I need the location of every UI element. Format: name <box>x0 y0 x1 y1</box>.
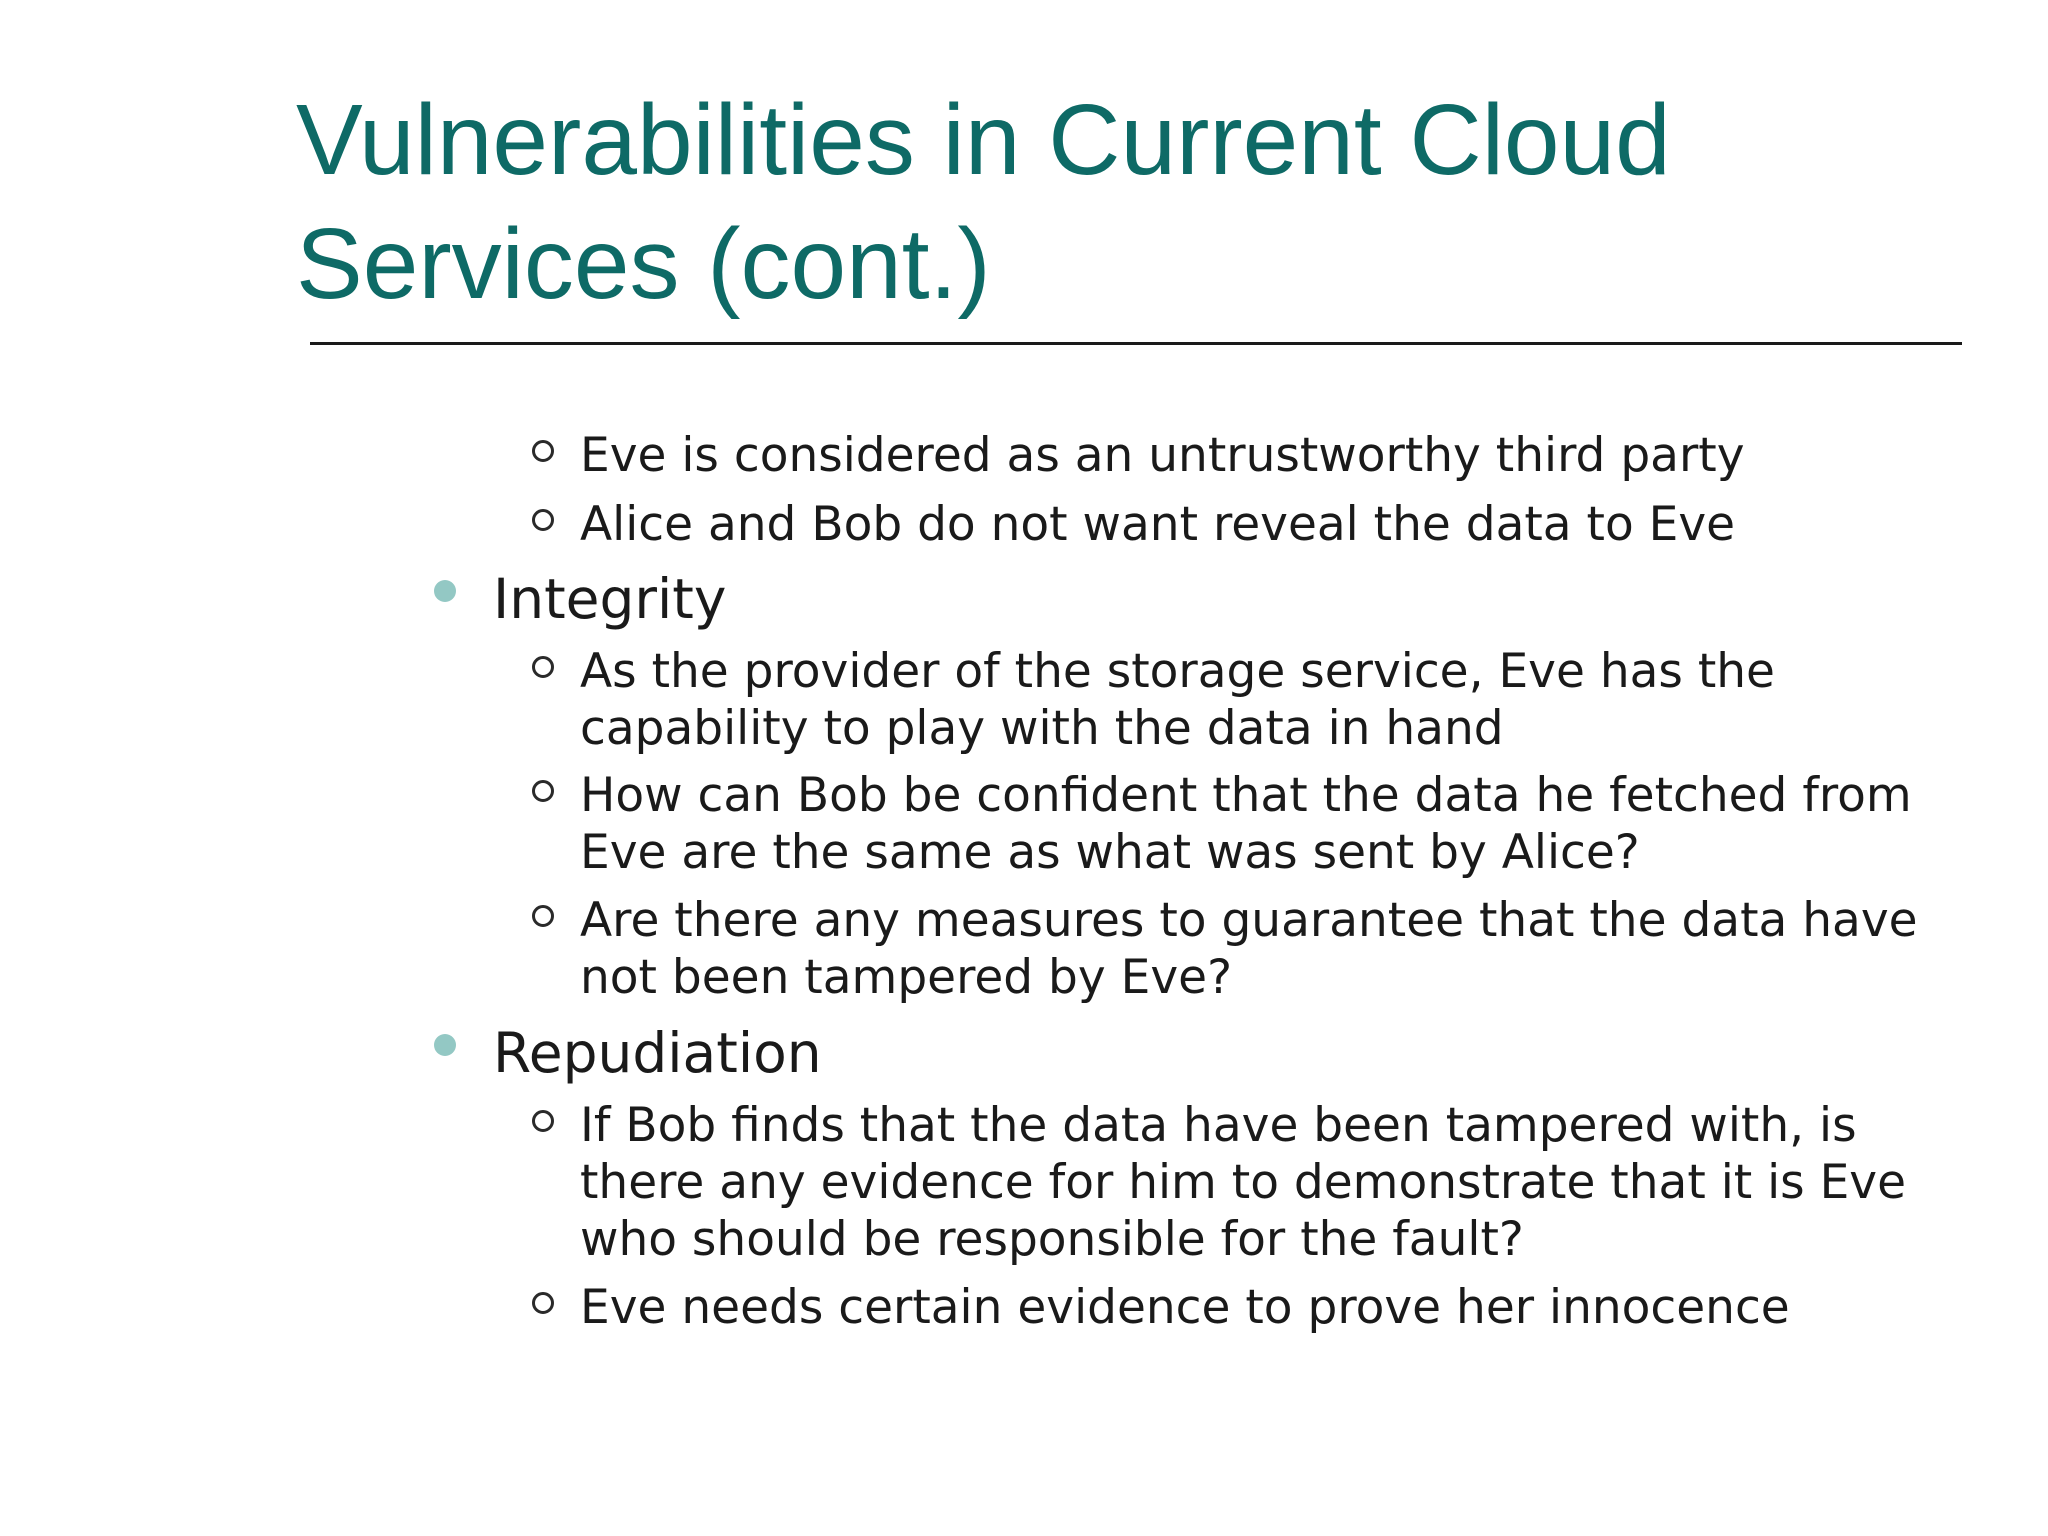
integrity-item-1-line-1: As the provider of the storage service, Eve has the <box>580 644 1775 699</box>
sub-bullet-icon <box>532 509 554 531</box>
integrity-item-3-line-1: Are there any measures to guarantee that the data have <box>580 893 1918 948</box>
repudiation-item-1-line-2: there any evidence for him to demonstrate that it is Eve <box>580 1155 1907 1210</box>
heading-integrity: Integrity <box>493 567 727 631</box>
sub-bullet-icon <box>532 1292 554 1314</box>
sub-bullet-icon <box>532 905 554 927</box>
intro-item-2: Alice and Bob do not want reveal the data to Eve <box>580 497 1736 552</box>
sub-bullet-icon <box>532 656 554 678</box>
sub-bullet-icon <box>532 1110 554 1132</box>
heading-repudiation: Repudiation <box>493 1021 822 1085</box>
slide-title-line-2: Services (cont.) <box>296 208 991 320</box>
repudiation-item-2-line-1: Eve needs certain evidence to prove her innocence <box>580 1280 1790 1335</box>
integrity-item-3-line-2: not been tampered by Eve? <box>580 950 1233 1005</box>
intro-item-1: Eve is considered as an untrustworthy third party <box>580 428 1745 483</box>
repudiation-item-1-line-1: If Bob finds that the data have been tampered with, is <box>580 1098 1857 1153</box>
repudiation-item-1-line-3: who should be responsible for the fault? <box>580 1212 1524 1267</box>
bullet-icon <box>434 580 456 602</box>
sub-bullet-icon <box>532 440 554 462</box>
integrity-item-2-line-1: How can Bob be confident that the data he fetched from <box>580 768 1912 823</box>
slide-title-line-1: Vulnerabilities in Current Cloud <box>296 84 1671 196</box>
bullet-icon <box>434 1034 456 1056</box>
integrity-item-2-line-2: Eve are the same as what was sent by Alice? <box>580 825 1640 880</box>
integrity-item-1-line-2: capability to play with the data in hand <box>580 701 1504 756</box>
sub-bullet-icon <box>532 780 554 802</box>
